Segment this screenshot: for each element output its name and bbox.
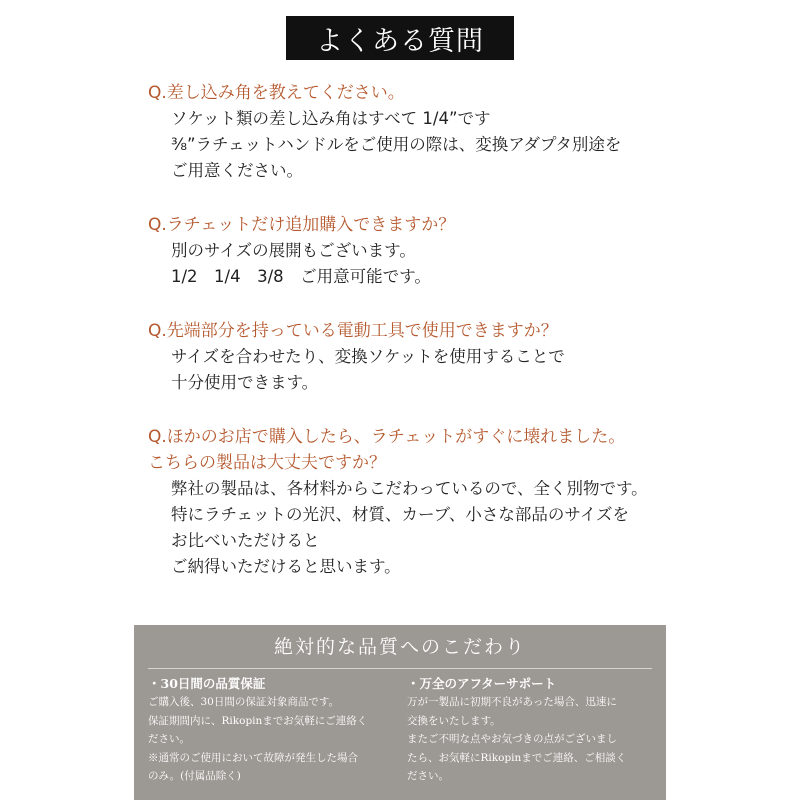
faq-question-line: こちらの製品は大丈夫ですか？ <box>148 453 386 473</box>
faq-item <box>148 212 768 290</box>
quality-panel-title: 絶対的な品質へのこだわり <box>273 636 526 658</box>
faq-item <box>148 80 768 184</box>
warranty-text-line: ださい。 <box>148 733 190 745</box>
warranty-text-line: 保証期間内に、Rikopinまでお気軽にご連絡く <box>148 714 368 727</box>
faq-answer-line: 別のサイズの展開もございます。 <box>171 241 416 260</box>
faq-item <box>148 424 768 580</box>
faq-answer-line: サイズを合わせたり、変換ソケットを使用することで <box>171 347 565 366</box>
page-title <box>286 16 514 60</box>
faq-answer-line: ソケット類の差し込み角はすべて 1/4”です <box>171 109 491 128</box>
page-title-text: よくある質問 <box>316 25 484 57</box>
quality-panel <box>134 625 666 800</box>
warranty-column <box>148 675 393 786</box>
faq-answer-line: 弊社の製品は、各材料からこだわっているので、全く別物です。 <box>171 479 648 498</box>
faq-question: Q.ラチェットだけ追加購入できますか？ <box>148 215 456 235</box>
support-text-line: 交換をいたします。 <box>407 714 501 727</box>
warranty-text-line: のみ。(付属品除く) <box>148 770 241 782</box>
warranty-text-line: ご購入後、30日間の保証対象商品です。 <box>148 696 340 708</box>
faq-list <box>148 80 768 608</box>
faq-item <box>148 318 768 396</box>
faq-answer-line: 十分使用できます。 <box>171 373 319 392</box>
quality-panel-columns <box>134 669 666 786</box>
support-column <box>393 675 652 786</box>
support-text-line: またご不明な点やお気づきの点がございまし <box>407 733 617 745</box>
faq-question: Q.ほかのお店で購入したら、ラチェットがすぐに壊れました。 <box>148 427 626 447</box>
support-text-line: ださい。 <box>407 770 449 782</box>
faq-answer-line: ご納得いただけると思います。 <box>171 557 401 576</box>
faq-answer-line: 特にラチェットの光沢、材質、カーブ、小さな部品のサイズを <box>171 505 630 524</box>
support-text-line: たら、お気軽にRikopinまでご連絡、ご相談く <box>407 751 627 764</box>
faq-answer-line: 1/2 1/4 3/8 ご用意可能です。 <box>171 267 431 286</box>
support-text-line: 万が一製品に初期不良があった場合、迅速に <box>407 696 617 708</box>
support-heading: ・万全のアフターサポート <box>407 676 557 691</box>
faq-answer-line: お比べいただけると <box>171 531 320 550</box>
faq-question: Q.先端部分を持っている電動工具で使用できますか？ <box>148 321 558 341</box>
faq-answer-line: ⅜”ラチェットハンドルをご使用の際は、変換アダプタ別途を <box>171 135 622 154</box>
faq-answer-line: ご用意ください。 <box>171 161 303 180</box>
faq-question: Q.差し込み角を教えてください。 <box>148 83 405 103</box>
warranty-text-line: ※通常のご使用において故障が発生した場合 <box>148 751 358 764</box>
warranty-heading: ・30日間の品質保証 <box>148 676 266 691</box>
